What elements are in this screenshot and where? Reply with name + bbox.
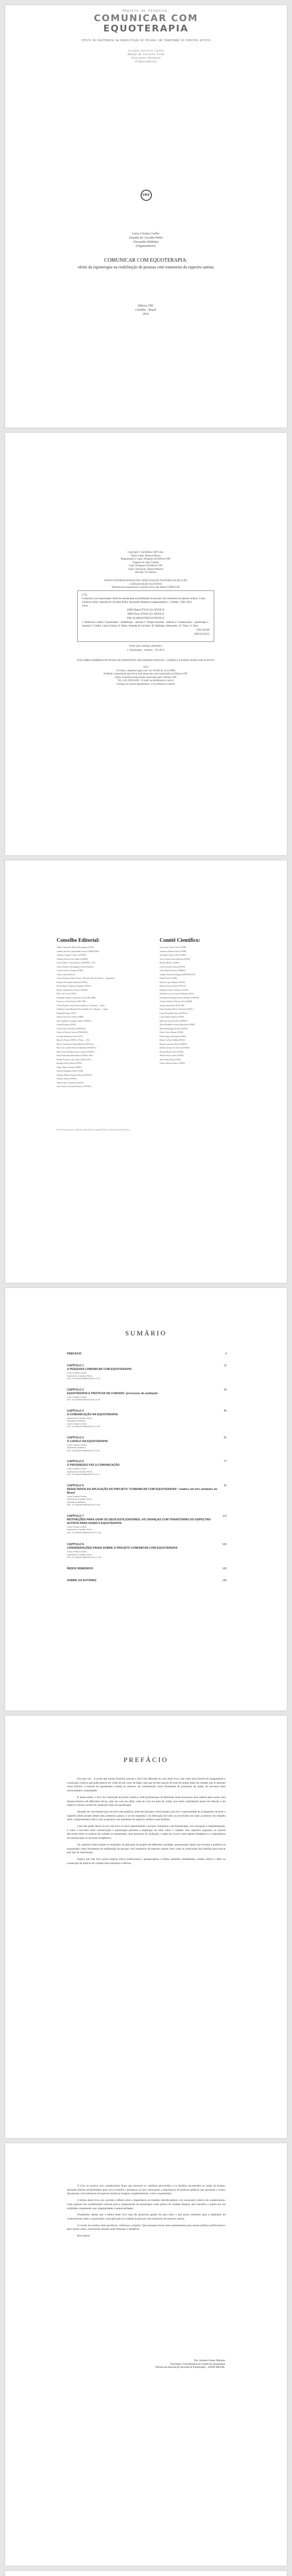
preface-text-1 (67, 1777, 226, 1868)
council-member: Carmen Tereza Velanga (UNIR) (57, 969, 83, 972)
council-member: Carla Giovana Cabral (UFRN) (160, 965, 185, 968)
council-member: Elaine Fonseca Prado (UFSCar) (160, 985, 186, 987)
entry-page-number: 113 (222, 1514, 227, 1518)
council-member: Lourdes Helena da Silva (UFV) (57, 1035, 83, 1038)
council-member: Fernando Antônio Gonçalves Alcoforado (IPB) (57, 996, 96, 999)
entry-page-number: 45 (224, 1409, 227, 1413)
entry-doi: DOI: 10.24824/978652512XXX.X.29 (67, 1398, 100, 1401)
council-member: Eduardo Fernandes Barbosa (UFMG) (57, 980, 88, 984)
council-member: Roberta Gomes de Azevedo (UERJ) (160, 1046, 190, 1049)
entry-doi: DOI: 10.24824/978652512XXX.X.77 (67, 1473, 100, 1476)
entry-doi: DOI: 10.24824/978652512XXX.X.61 (67, 1449, 100, 1452)
council-member: Guillermo Arias Beatón (Universidade de La Havana – Cuba) (57, 1008, 108, 1010)
council-member: Michel Rodrigues Pereira (UFRJ) (160, 1027, 188, 1030)
council-member: Marcelo Paixão (UFRJ e UTexas – US) (57, 1039, 90, 1041)
doi-line: DOI 10.24824/978652512XXXX.X (127, 617, 165, 620)
preface-paragraph: A leitura deste livro nos convida a refletir sobre a importância do trabalho interdisciplinar e da construção coletiva do conhecimento. Cada capítulo traz contribuições valiosas para a compreensão da equoterapia como prática de cuidado integral, que considera o sujeito em sua totalidade, respeitando suas singularidades e potencialidades. (67, 2199, 226, 2210)
council-member: Maria de Souza Rocha (UNIRIO) (160, 1019, 187, 1022)
cdd-line: CDD 615.8515 (194, 633, 210, 636)
entry-doi: DOI: 10.24824/978652512XXX.X.13 (67, 1377, 100, 1380)
entry-title: CAPÍTULO 5 O PROGRESSO FAZ A COMUNICAÇÃO (67, 1460, 120, 1467)
peer-review-note: Este livro passou por avaliação e aprovação às cegas de dois ou mais pareceristas ad hoc. (57, 1128, 130, 1131)
editorial-council-list (57, 945, 149, 1089)
council-member: Débora Lopes Martins (UFRJ) (160, 980, 185, 984)
preface-text-2 (67, 2184, 226, 2241)
scientific-committee-list (160, 945, 252, 1065)
isbn-line: ISBN Físico 978-65-251-XXXX-X (127, 613, 164, 616)
summary-entry[interactable] (67, 1579, 227, 1583)
entry-title: PREFÁCIO (67, 1352, 82, 1355)
preface-paragraph: Boa leitura! (77, 2234, 91, 2238)
credit-line: Editor-chefe: Railson Moura (131, 554, 161, 557)
council-member: Renato Francisco dos Santos Paula (UFG) (57, 1058, 92, 1061)
council-member: Maria Elisabeth Ferreira Marchetti (UFRJ) (160, 1023, 195, 1026)
council-member: Rosana Maria Vieira (UFRJ) (160, 1050, 184, 1053)
summary-entry[interactable] (67, 1484, 227, 1506)
council-member: Maria Lília Imbiriba Sousa Colares (UFOPA) (57, 1050, 95, 1053)
summary-entry[interactable] (67, 1567, 227, 1571)
council-member: Bárbara Ribeiro (UFRJ) (160, 961, 180, 964)
catalog-subjects: 1. Medicina e saúde 2. Equoterapia – reabilitação – autismo 3. Terapia assistida – autismo 4. Comunicação – equoterapia 5. Autismo I. Coelho, Luiza Cristina. II. Pinho, Amanda de Carvalho. III. Baldoino, Alessandro. IV. Título. V. Série. (82, 621, 209, 628)
council-member: Sheila Rocha Gomes (UFRJ) (160, 1054, 184, 1057)
summary-entry[interactable] (67, 1410, 227, 1428)
council-member: Raquel Carneiro Silva (UNIRIO) (160, 1042, 187, 1045)
preface-paragraph: O livro se encerra com considerações finais que mostram os caminhos percorridos e os desafios encontrados ao longo do projeto, deixando abertas possibilidades para novos estudos e pesquisas na área, reforçando a importância de políticas públicas que garantam o acesso das pessoas com transtorno do espectro autista às terapias complementares, como a equoterapia. (67, 2184, 226, 2196)
council-member: Élsio José Corá (UFFS) (57, 992, 77, 995)
book-logo (90, 13, 203, 36)
entry-doi: DOI: 10.24824/978652512XXX.X.113 (67, 1531, 101, 1534)
council-member: Maria Cristina dos Santos Bezerra (UFSCar) (57, 1042, 94, 1045)
council-member: Aldira Guimarães Duarte Domínguez (UNB) (57, 946, 94, 948)
council-member: Celso Conti (UFSCar) (57, 973, 75, 976)
council-member: Josania Portela (UFPI) (57, 1023, 76, 1026)
council-member: Maria de Lourdes Pinto de Almeida (UNOESC) (57, 1046, 96, 1049)
isbn-line: ISBN Digital 978-65-251-XXXX-X (127, 609, 165, 612)
publisher-year: 2022 (143, 313, 149, 316)
scientific-committee-title: Comitê Científico: (160, 938, 200, 943)
preface-paragraph: Os capítulos finais trazem os resultados da aplicação do projeto em diferentes unidades, apresentando dados que revelam a potência da equoterapia como ferramenta de reabilitação de pessoas com transtorno do espectro autista, bem como as motivações das famílias para buscar este tipo de intervenção. (67, 1843, 226, 1855)
entry-page-number: 133 (222, 1543, 227, 1546)
preface-paragraph: Espero que este livro possa inspirar outros profissionais e pesquisadores a trilhar caminhos semelhantes, unindo ciência e afeto na construção de práticas de cuidado mais humanas e efetivas. (67, 1857, 226, 1865)
council-member: Paulo Romualdo Hernandes (UNIFAL-MG) (57, 1054, 93, 1057)
preface-paragraph: Era uma vez... E assim que muitas histórias nascem e não é tão diferente no caso deste livro, que conta uma história de engajamento e construção coletiva que pode parecer ter vindo de um conto de fadas, mas que de fato nasceu de reais de muitas mãos de cuidado que se atraíram nessa história: a história da equoterapia voltada ao autismo, da comunicação como ferramenta de promoção da saúde, do encontro entre universidade e comunidade. (67, 1777, 226, 1793)
entry-doi: DOI: 10.24824/978652512XXX.X.93 (67, 1503, 100, 1506)
entry-authors: Luiza Cristina Coelho Alessandro Baldoino (67, 1443, 87, 1449)
council-member: Elizeu Clementino de Souza (UNEB) (57, 988, 88, 991)
council-member: Elione Maria Nogueira Diogenes (UFAL) (57, 985, 91, 987)
summary-entry[interactable] (67, 1543, 227, 1559)
entry-title: CAPÍTULO 6 RESULTADOS DA APLICAÇÃO DO PROJETO "COMUNICAR COM EQUOTERAPIA": análise em três unidades de Brasil (67, 1484, 217, 1495)
council-member: Lídia de Oliveira Xavier (UNIEURO) (57, 1031, 88, 1033)
council-member: Antônio Pereira Gaio Júnior (UFRRJ) (57, 957, 88, 960)
council-member: Filomena Lucia Gossler Rodrigues (FSA) (160, 992, 194, 995)
council-member: Tania Suely Azevedo Brasileiro (UFOPA) (57, 1085, 92, 1088)
council-member: Giulianna Fernanda Ferreira Mendes (UNIFAP) (160, 996, 199, 999)
publisher-name: Editora CRV (138, 304, 154, 308)
legal-notice: ESTA OBRA TAMBÉM ENCONTRA-SE DISPONÍVEL EM FORMATO DIGITAL. CONHEÇA E BAIXE NOSSO APLICATIVO! 2022 Foi feito o depósito legal conf. Lei 10.994 de 14/12/2004 Proibida a reprodução parcial ou total desta obra sem autorização da Editora CRV Todos os direitos desta edição reservados pela: Editora CRV Tel.: (41) 3039-6418 – E-mail: sac@editoracrv.com.br Conheça os nossos lançamentos: www.editoracrv.com.br (77, 659, 215, 686)
council-member: Ana Cristina Nunes Bomfim (UFRJ) (160, 957, 190, 960)
council-member: Neiva Carlos Bentes (UFRJ) (160, 1031, 183, 1033)
publisher-logo: CRV (141, 190, 152, 201)
cover-organizer: Amanda de Carvalho Pinho (127, 53, 165, 56)
entry-doi: DOI: 10.24824/978652512XXX.X.133 (67, 1556, 101, 1558)
entry-title: ÍNDICE REMISSIVO (67, 1567, 93, 1570)
series-label: PROJETO DE PESQUISA: (122, 9, 170, 13)
council-member: Kátia Virgínia Oliveira Pimentel (UFAL) (160, 1008, 194, 1010)
summary-entry[interactable] (67, 1388, 227, 1401)
entry-page-number: 9 (225, 1352, 227, 1355)
council-member: Francisco Carlos Duarte (PUC-PR) (57, 1000, 86, 1003)
cdu-line: CDU 616.89 (196, 629, 210, 632)
cover-organizer: (Organizadores) (134, 60, 158, 63)
council-member: Cesar Gerónimo Tello (Univer. Nacional Três de Febrero – Argentina) (57, 977, 115, 979)
author-name: Amanda de Carvalho Pinho (128, 236, 163, 240)
index-line: 1. Equoterapia – autismo – 615.8515 (127, 649, 165, 652)
book-subtitle: efeito da equoterapia na reabilitação de pessoas com transtorno do espectro autista (78, 265, 214, 269)
preface-title: PREFÁCIO (124, 1756, 168, 1764)
council-member: Rodrigo Pratte-Santos (UFES) (57, 1062, 82, 1064)
council-member: Jailson Alves dos Santos (UFRJ) (57, 1015, 84, 1018)
summary-list (67, 1352, 227, 1591)
entry-authors: Luiza Cristina Coelho (67, 1395, 87, 1398)
entry-doi: DOI: 10.24824/978652512XXX.X.45 (67, 1425, 100, 1428)
author-name: Alessandro Baldoino (132, 241, 159, 244)
cover-organizers (95, 49, 198, 64)
preface-signature (156, 2360, 225, 2370)
entry-page-number: 145 (222, 1579, 227, 1582)
entry-page-number: 29 (224, 1388, 227, 1392)
entry-page-number: 93 (224, 1484, 227, 1487)
credit-line: Capa e Ilustração: Renan Pinheiro (128, 568, 164, 571)
council-member: Leonel Severo Rocha (UNISINOS) (57, 1027, 86, 1030)
summary-entry[interactable] (67, 1436, 227, 1452)
entry-title: CAPÍTULO 2 EQUOTERAPIA E PRÁTICAS DE CUIDADO: processos de avaliação (67, 1388, 158, 1395)
logo-subtitle: EFEITO DA EQUOTERAPIA NA REABILITAÇÃO DE PESSOAS COM TRANSTORNO DO ESPECTRO AUTISTA (81, 39, 211, 42)
council-member: Rafael Coelho Padilha (UFRJ) (160, 1039, 185, 1041)
council-member: Cláudia Ferreira Rodrigues (IPPUR/UFRJ) (160, 973, 195, 976)
catalog-entry: C741 Comunicar com equoterapia: efeito da equoterapia na reabilitação de pessoas com transtorno do espectro autista / Luiza Cristina Coelho, Amanda de Carvalho Pinho, Alessandro Baldoino (organizadores) – Curitiba : CRV, 2022. 146 p. (82, 594, 205, 607)
title-page-authors (68, 232, 223, 248)
council-member: Carlos Alberto Vilar Estêvão (UMINHO – PT) (57, 961, 95, 964)
book-title: COMUNICAR COM EQUOTERAPIA: (104, 258, 187, 263)
preface-paragraph: E assim sendo, o livro foi construído de forma coletiva, onde profissionais de diferentes áreas trouxeram seus saberes para contar uma mesma história sob diferentes óticas, cada um com seu olhar, cada um com seu jeito de cuidar, mas todos caminhando juntos em direção a um objetivo comum: promover saúde por meio da equoterapia. (67, 1795, 226, 1807)
copyright-line: Copyright © da Editora CRV Ltda. (128, 551, 164, 554)
copyright-credits (68, 551, 223, 575)
catalog-card (77, 590, 214, 642)
index-header: Índice para catálogo sistemático (129, 645, 163, 648)
summary-entry[interactable] (67, 1515, 227, 1534)
entry-authors: Luiza Cristina Coelho Amanda de Carvalho Pinho (67, 1467, 92, 1473)
preface-page-2 (5, 2143, 287, 2566)
entry-page-number: 143 (222, 1567, 227, 1570)
council-member: Fabiana Castelo Valadares (UFPA) (160, 988, 188, 991)
entry-authors: Luiza Cristina Coelho Amanda de Carvalho Pinho (67, 1550, 92, 1556)
entry-page-number: 13 (224, 1364, 227, 1367)
entry-authors: Amanda de Carvalho Pinho Alessandro Baldoino Luiza Cristina Coelho (67, 1416, 92, 1425)
editorial-council-title: Conselho Editorial: (57, 938, 100, 943)
entry-page-number: 77 (224, 1460, 227, 1463)
preface-paragraph: O cavalo nos ensina sobre paciência, confiança e respeito. Que possamos levar esses ensinamentos para nossas práticas profissionais e para nossas vidas, construindo relações mais humanas e solidárias. (67, 2224, 226, 2231)
signature-name: Dra. Ariadne Gomes Marques (194, 2360, 225, 2362)
preface-paragraph: Com não podia deixar de ser, este livro se inicia apresentando o projeto Comunicar com Equoterapia, sua concepção e implementação, e como o encontro entre comunicação e equoterapia permitiu a ampliação do olhar sobre o cuidado. Nos capítulos seguintes, os autores discorrem sobre as práticas de cuidado na equoterapia, seus processos de avaliação, o papel do cavalo como agente terapêutico e a importância da comunicação no processo terapêutico. (67, 1825, 226, 1840)
credit-line: Capa: Designers da Editora CRV (129, 565, 163, 567)
preface-paragraph: Quando me convidaram para escrever este prefácio, senti-me honrada e emocionada, pois tive a oportunidade de acompanhar de perto a trajetória deste projeto desde seus primeiros passos, e sei do empenho e da dedicação de todos os envolvidos em fazer acontecer um trabalho sério, comprometido e ético com as pessoas com transtorno do espectro autista e suas famílias. (67, 1810, 226, 1822)
council-member: João Adalberto Campato Junior (UNESP) (57, 1019, 91, 1022)
catalog-header: DADOS INTERNACIONAIS DE CATALOGAÇÃO NA PUBLICAÇÃO (CIP) CATALOGAÇÃO NA FONTE Bibliotecária responsável: Luzenira Alves dos Santos CRB9/1506 (104, 580, 187, 589)
entry-title: CAPÍTULO 4 O CAVALO NA EQUOTERAPIA (67, 1436, 108, 1443)
entry-authors: Luiza Cristina Coelho Amanda de Carvalho Pinho (67, 1525, 92, 1531)
councils-page (5, 860, 287, 1283)
entry-page-number: 61 (224, 1436, 227, 1439)
council-member: Paulo Sérgio Rodrigues (UERJ) (160, 1035, 186, 1038)
council-member: Sônia Maria Dias (UFRJ) (160, 1058, 181, 1061)
council-member: Andréia da Silva Quintanilha Sousa (UNIR/UFRN) (57, 950, 99, 953)
signature-role: Diretora da Associação Nacional de Equoterapia – ANDE-BRASIL (155, 2366, 225, 2369)
logo-line-2: EQUOTERAPIA (103, 23, 189, 34)
council-member: Helmuth Krüger (UCP) (57, 1011, 76, 1014)
cover-organizer: Luciana Carneiro Coelho (128, 49, 164, 53)
credit-line: Diagramação e Capa: Designers da Editora CRV (121, 558, 171, 561)
entry-title: CAPÍTULO 7 MOTIVAÇÕES PARA USAR OS SEUS ESTILIZADORES: AS CRIANÇAS COM TRANSTORNO DO ESPECTRO AUTISTA PARA FAZER A EQUOTERAPIA (67, 1514, 211, 1525)
entry-title: CAPÍTULO 1 A PESQUISA COMUNICAR COM EQUOTERAPIA (67, 1364, 132, 1371)
council-member: Daniel Vieira (UNB) (160, 977, 177, 979)
entry-title: CAPÍTULO 8 CONSIDERAÇÕES FINAIS SOBRE O PROJETO COMUNICAR COM EQUOTERAPIA (67, 1543, 178, 1550)
copyright-page (5, 433, 287, 855)
entry-authors: Luiza Cristina Coelho Amanda de Carvalho Pinho Alessandro Baldoino (67, 1495, 92, 1503)
scientific-committee (160, 938, 252, 1065)
preface-page-1 (5, 1716, 287, 2138)
credit-line: Revisão: Os Autores (135, 571, 157, 574)
council-member: Luzia Fátima Barreto (UFRJ) (160, 1015, 184, 1018)
council-member: Anselmo Alencar Colares (UFOPA) (57, 954, 87, 956)
council-member: Juliana Sipe Reder (PUC-PR) (160, 1004, 184, 1007)
council-member: Sydione Santos (UEPG) (57, 1077, 77, 1080)
council-member: Jozinho Antônio Fiúza da Silva (UFRJ) (160, 1000, 193, 1003)
summary-entry[interactable] (67, 1364, 227, 1380)
council-member: Carlos Federico Dominguez Avila (Unieuro) (57, 965, 94, 968)
summary-entry[interactable] (67, 1460, 227, 1476)
council-member: Célia Maria Ferreira (UNIRIO) (160, 969, 186, 972)
council-member: Solange Helena Ximenes-Rocha (UFOPA) (57, 1073, 92, 1076)
preface-paragraph: Finalmente, desejo que a leitura deste livro seja tão prazerosa quanto foi para mim, e que possa contribuir para a ampliação do conhecimento sobre a equoterapia e sua aplicação no cuidado às pessoas com transtorno do espectro autista. (67, 2213, 226, 2221)
summary-entry[interactable] (67, 1352, 227, 1356)
council-member: Lúcia Bernardini Sousa (UFSCar) (160, 1011, 188, 1014)
council-member: Tadeu Oliver Gonçalves (UFPA) (57, 1081, 84, 1084)
entry-title: SOBRE OS AUTORES (67, 1579, 97, 1582)
author-role: (Organizadores) (135, 245, 156, 248)
council-member: Sérgio Nunes de Jesus (IFRO) (57, 1065, 82, 1069)
council-member: Ana Luiza Sarkis Vieira (UNIP) (160, 946, 186, 948)
entry-title: CAPÍTULO 3 A COMUNICAÇÃO NA EQUOTERAPIA (67, 1409, 118, 1416)
blank-page (5, 2571, 287, 2576)
credit-line: Imagem de capa: Freepik (132, 561, 159, 564)
summary-title: SUMÁRIO (125, 1329, 167, 1337)
publisher-info (68, 304, 223, 316)
council-member: Anderson Martins Silva (UNIR) (160, 950, 186, 953)
cover-page (5, 5, 287, 428)
council-member: Ulisses Pereira Franco (UFRJ) (160, 1062, 185, 1064)
logo-line-1: COMUNICAR COM (94, 13, 198, 24)
summary-page (5, 1288, 287, 1710)
editorial-council (57, 938, 149, 1089)
council-member: Alexandra Nunes Vilete (UFRJ) (160, 954, 186, 956)
author-name: Luiza Cristina Coelho (132, 232, 160, 235)
council-member: Gloria Fariñas León (Universidade de La Havana – Cuba) (57, 1004, 105, 1007)
publisher-city: Curitiba – Brasil (135, 309, 156, 312)
entry-authors: Luiza Cristina Coelho Amanda de Carvalho Pinho (67, 1371, 92, 1377)
cover-organizer: Alessandro Baldoino (131, 57, 161, 60)
council-member: Simone Rodrigues Pinto (UNB) (57, 1070, 83, 1072)
signature-role: Psicóloga e Coordenadora do Comitê de Equoterapia (170, 2363, 225, 2366)
